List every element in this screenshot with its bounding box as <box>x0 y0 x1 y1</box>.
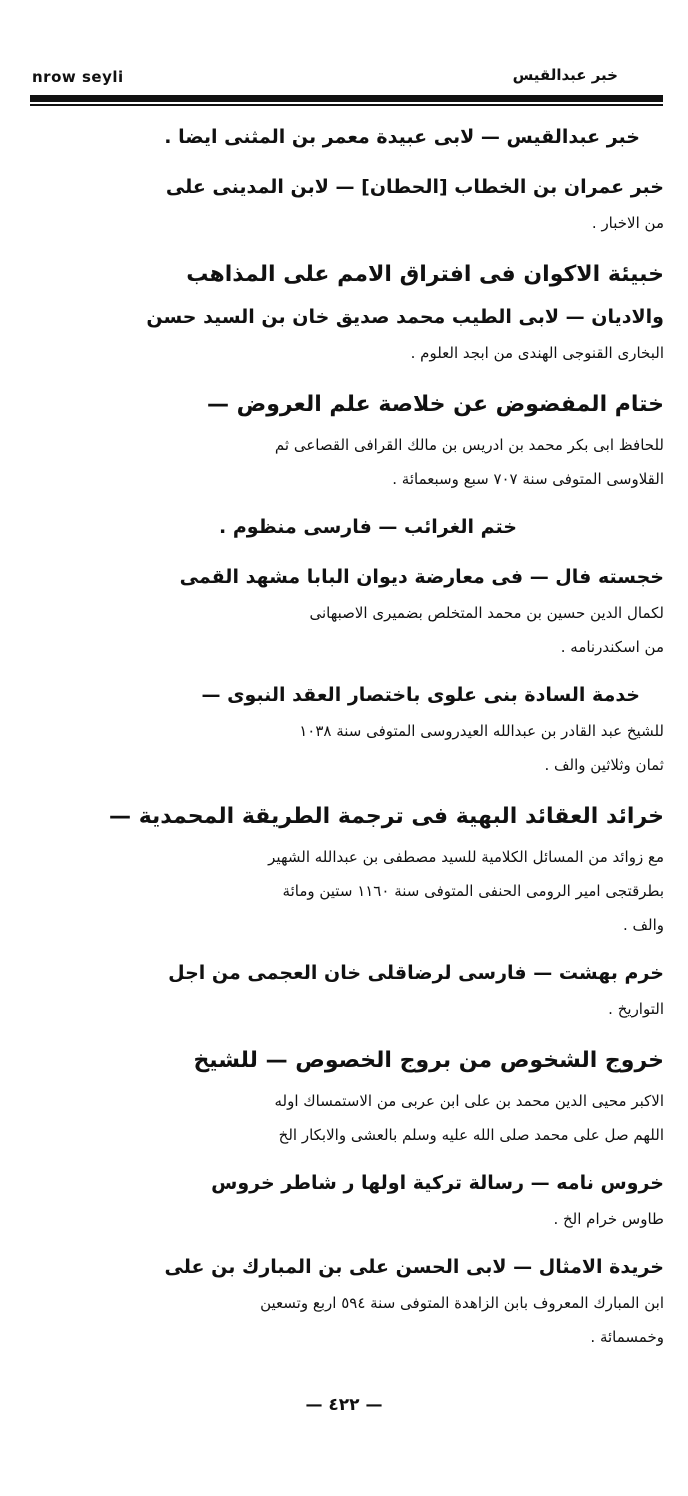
entry-text-line: من اسكندرنامه . <box>560 638 664 656</box>
running-header-right: خبر عبدالقيس <box>512 66 618 84</box>
entry-title-line: خريدة الامثال — لابى الحسن على بن المبارك بن على <box>164 1256 664 1278</box>
entry-text-line: القلاوسى المتوفى سنة ٧٠٧ سبع وسبعمائة . <box>392 470 664 488</box>
entry-title-line: خجسته فال — فى معارضة ديوان البابا مشهد القمى <box>179 566 664 588</box>
entry-text-line: والف . <box>622 916 664 934</box>
bibliography-entry <box>72 954 664 1026</box>
entry-title-line: ختام المفضوض عن خلاصة علم العروض — <box>206 392 664 417</box>
page-number: — ٤٢٢ — <box>305 1395 383 1415</box>
entry-title-line: خرم بهشت — فارسى لرضاقلى خان العجمى من اجل <box>168 962 664 984</box>
bibliography-entry <box>72 676 664 782</box>
bibliography-entry <box>72 252 664 370</box>
bibliography-entry <box>72 168 664 240</box>
entry-title-line: خبر عمران بن الخطاب [الحطان] — لابن المدينى على <box>165 176 664 198</box>
entry-title-line: خروس نامه — رسالة تركية اولها ر شاطر خروس <box>211 1172 664 1194</box>
entry-text-line: ثمان وثلاثين والف . <box>544 756 664 774</box>
bibliography-entry <box>72 1038 664 1152</box>
bibliography-entry <box>72 508 664 546</box>
entry-text-line: للحافظ ابى بكر محمد بن ادريس بن مالك القرافى القصاعى ثم <box>274 436 664 454</box>
entry-text-line: للشيخ عبد القادر بن عبدالله العيدروسى المتوفى سنة ١٠٣٨ <box>299 722 664 740</box>
entry-text-line: ابن المبارك المعروف بابن الزاهدة المتوفى سنة ٥٩٤ اربع وتسعين <box>260 1294 664 1312</box>
entry-text-line: اللهم صل على محمد صلى الله عليه وسلم بالعشى والابكار الخ <box>278 1126 664 1144</box>
entry-text-line: والاديان — لابى الطيب محمد صديق خان بن السيد حسن <box>146 306 664 328</box>
bibliography-entry <box>72 118 664 156</box>
entry-title-line: خروج الشخوص من بروج الخصوص — للشيخ <box>193 1048 664 1073</box>
entries-list <box>72 118 664 1366</box>
entry-text-line: من الاخبار . <box>591 214 664 232</box>
entry-title-line: خبيئة الاكوان فى افتراق الامم على المذاهب <box>186 262 664 287</box>
running-header-left: nrow seyli <box>32 68 124 86</box>
header-rule-thick <box>30 95 663 102</box>
entry-text-line: بطرقتجى امير الرومى الحنفى المتوفى سنة ١١٦٠ ستين ومائة <box>282 882 664 900</box>
bibliography-entry <box>72 1164 664 1236</box>
entry-text-line: وخمسمائة . <box>590 1328 664 1346</box>
entry-text-line: البخارى القنوجى الهندى من ابجد العلوم . <box>410 344 664 362</box>
entry-text-line: طاوس خرام الخ . <box>553 1210 664 1228</box>
entry-title-line: خرائد العقائد البهية فى ترجمة الطريقة المحمدية — <box>109 804 664 829</box>
entry-title-line: ختم الغرائب — فارسى منظوم . <box>219 516 517 538</box>
entry-text-line: لكمال الدين حسين بن محمد المتخلص بضميرى الاصبهانى <box>309 604 664 622</box>
entry-text-line: الاكبر محيى الدين محمد بن على ابن عربى من الاستمساك اوله <box>274 1092 664 1110</box>
bibliography-entry <box>72 382 664 496</box>
bibliography-entry <box>72 794 664 942</box>
entry-title-line: خدمة السادة بنى علوى باختصار العقد النبوى — <box>201 684 640 706</box>
bibliography-entry <box>72 558 664 664</box>
entry-title-line: خبر عبدالقيس — لابى عبيدة معمر بن المثنى ايضا . <box>164 126 640 148</box>
bibliography-entry <box>72 1248 664 1354</box>
entry-text-line: التواريخ . <box>608 1000 664 1018</box>
header-rule-thin <box>30 104 663 106</box>
entry-text-line: مع زوائد من المسائل الكلامية للسيد مصطفى بن عبدالله الشهير <box>268 848 664 866</box>
